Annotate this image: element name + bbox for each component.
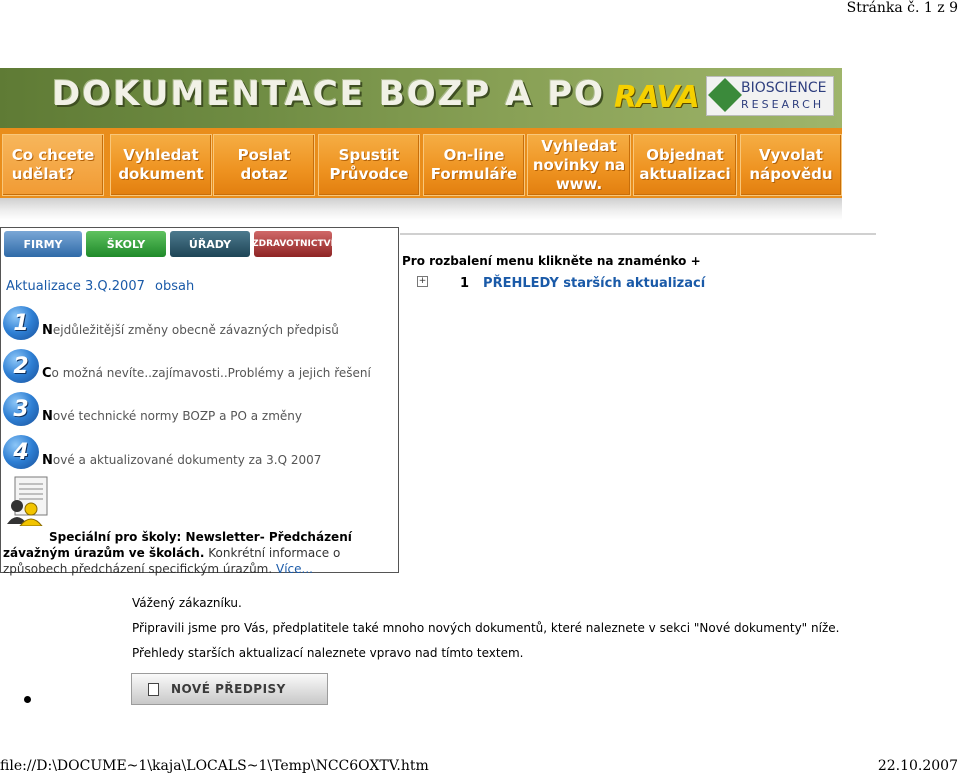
update-item-4[interactable] xyxy=(42,453,321,468)
document-icon xyxy=(148,683,159,696)
update-title-suffix: obsah xyxy=(155,279,195,294)
divider xyxy=(400,233,876,235)
menu-online-forms[interactable]: On-line Formuláře xyxy=(423,134,525,196)
item-initial: N xyxy=(42,323,53,338)
school-body: Konkrétní informace o xyxy=(208,546,341,560)
older-updates-note: Přehledy starších aktualizací naleznete vpravo nad tímto textem. xyxy=(132,646,524,660)
file-path: file://D:\DOCUME~1\kaja\LOCALS~1\Temp\NCC6OXTV.htm xyxy=(0,758,429,774)
menu-shadow xyxy=(0,198,842,220)
number-3-icon: 3 xyxy=(3,392,39,426)
greeting: Vážený zákazníku. xyxy=(132,596,242,610)
update-item-2[interactable] xyxy=(42,366,371,381)
update-title xyxy=(6,279,194,294)
new-regulations-label: NOVÉ PŘEDPISY xyxy=(171,682,286,696)
bioscience-mark-icon xyxy=(708,78,742,112)
rava-logo: RAVA xyxy=(614,80,699,115)
item-text: ové technické normy BOZP a PO a změny xyxy=(52,409,303,423)
older-updates-number: 1 xyxy=(460,276,470,291)
school-title: Speciální pro školy: Newsletter- Předcházení xyxy=(49,530,352,544)
nav-skoly-button[interactable]: ŠKOLY xyxy=(86,231,166,257)
menu-search-document[interactable]: Vyhledat dokument xyxy=(110,134,212,196)
updates-panel xyxy=(0,227,399,576)
update-title-link[interactable]: Aktualizace 3.Q.2007 xyxy=(6,279,145,294)
menu-order-update[interactable]: Objednat aktualizaci xyxy=(633,134,737,196)
update-item-3[interactable] xyxy=(42,409,302,424)
nav-urady-button[interactable]: ÚŘADY xyxy=(170,231,250,257)
main-menu xyxy=(0,128,842,198)
header-banner xyxy=(0,68,842,128)
bioscience-logo xyxy=(706,76,834,116)
school-body-2: způsobech předcházení specifickým úrazům. xyxy=(3,562,273,576)
expand-plus-icon[interactable]: + xyxy=(418,276,427,286)
newsletter-people-icon xyxy=(5,476,49,526)
more-link[interactable]: Více... xyxy=(276,562,313,576)
item-text: o možná nevíte..zajímavosti..Problémy a jejich řešení xyxy=(51,366,371,380)
page-indicator: Stránka č. 1 z 9 xyxy=(846,0,958,16)
menu-what-to-do[interactable]: Co chcete udělat? xyxy=(2,134,104,196)
expand-hint: Pro rozbalení menu klikněte na znaménko + xyxy=(402,254,701,268)
menu-run-wizard[interactable]: Spustit Průvodce xyxy=(318,134,420,196)
nav-zdravotnictvi-button[interactable]: ZDRAVOTNICTVÍ xyxy=(254,231,332,257)
menu-send-question[interactable]: Poslat dotaz xyxy=(213,134,315,196)
item-initial: N xyxy=(42,409,53,424)
update-item-1[interactable] xyxy=(42,323,339,338)
item-text: ejdůležitější změny obecně závazných předpisů xyxy=(52,323,339,337)
older-updates-label: PŘEHLEDY starších aktualizací xyxy=(483,276,706,291)
new-regulations-button[interactable] xyxy=(131,673,328,705)
item-initial: C xyxy=(42,366,52,381)
bioscience-text: BIOSCIENCE xyxy=(741,80,827,96)
item-initial: N xyxy=(42,453,53,468)
intro-paragraph: Připravili jsme pro Vás, předplatitele také mnoho nových dokumentů, které naleznete v sekci "Nové dokumenty" níže. xyxy=(132,621,840,635)
print-date: 22.10.2007 xyxy=(877,758,958,774)
research-text: RESEARCH xyxy=(741,98,825,111)
banner-title: DOKUMENTACE BOZP A PO xyxy=(52,74,606,114)
menu-help[interactable]: Vyvolat nápovědu xyxy=(740,134,842,196)
number-4-icon: 4 xyxy=(3,435,39,469)
item-text: ové a aktualizované dokumenty za 3.Q 2007 xyxy=(52,453,322,467)
school-newsletter[interactable] xyxy=(3,529,393,577)
number-1-icon: 1 xyxy=(3,306,39,340)
bullet xyxy=(24,696,31,703)
menu-search-news[interactable]: Vyhledat novinky na www. xyxy=(527,134,631,196)
nav-firmy-button[interactable]: FIRMY xyxy=(4,231,82,257)
number-2-icon: 2 xyxy=(3,349,39,383)
school-title-2: závažným úrazům ve školách. xyxy=(3,546,205,560)
older-updates-link[interactable] xyxy=(460,276,705,291)
